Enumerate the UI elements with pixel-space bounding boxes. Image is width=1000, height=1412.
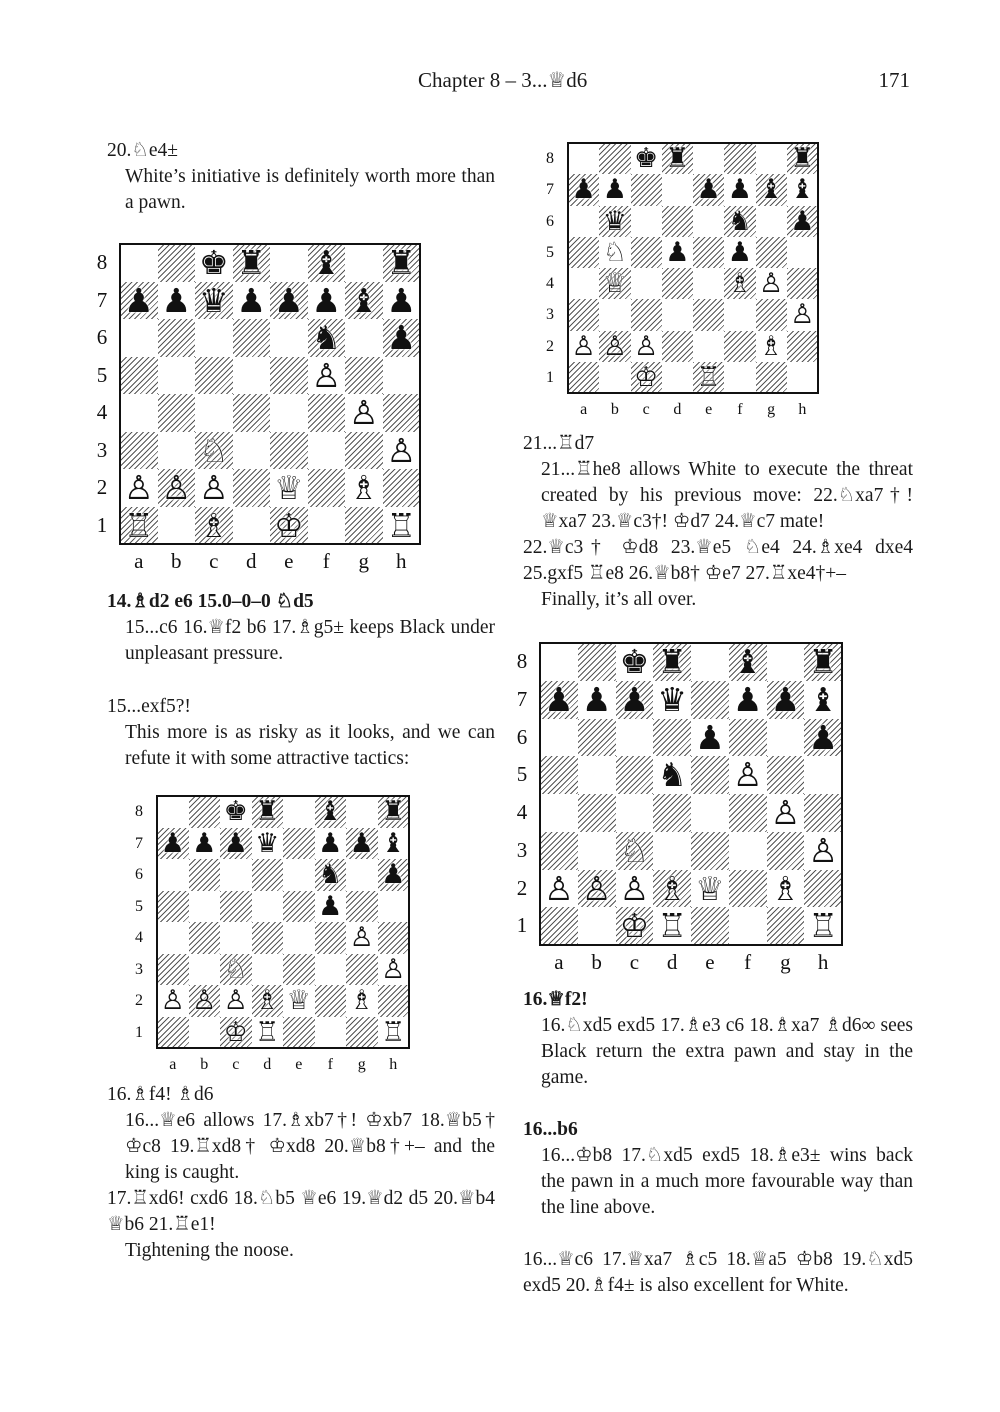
white-rook-icon: ♖ bbox=[381, 1016, 406, 1048]
commentary: 16...♕c6 17.♕xa7 ♗c5 18.♕a5 ♔b8 19.♘xd5 exd5 20.♗f4± is also excellent for White. bbox=[523, 1249, 913, 1296]
white-pawn-icon: ♙ bbox=[732, 755, 763, 795]
black-queen-icon: ♛ bbox=[602, 205, 627, 237]
diagram-after-21-re1 bbox=[540, 143, 818, 427]
rank-label: 2 bbox=[96, 475, 108, 499]
white-rook-icon: ♖ bbox=[696, 361, 721, 393]
black-king-icon: ♚ bbox=[634, 143, 659, 174]
black-pawn-icon: ♟ bbox=[223, 827, 248, 859]
white-pawn-icon: ♙ bbox=[581, 868, 612, 908]
move-text: 17.♖xd6! cxd6 18.♘b5 ♕e6 19.♕d2 d5 20.♕b4 ♕b6 21.♖e1! bbox=[107, 1188, 495, 1235]
rank-label: 3 bbox=[546, 306, 554, 324]
rank-label: 2 bbox=[135, 992, 143, 1009]
rank-label: 2 bbox=[546, 337, 554, 355]
rank-label: 3 bbox=[516, 837, 528, 862]
file-label: c bbox=[209, 549, 219, 573]
file-label: f bbox=[744, 950, 752, 974]
rank-label: 1 bbox=[96, 512, 108, 537]
white-pawn-icon: ♙ bbox=[311, 355, 342, 395]
board-frame bbox=[156, 795, 410, 1049]
rank-label: 8 bbox=[546, 150, 554, 167]
black-king-icon: ♚ bbox=[223, 796, 248, 827]
rank-label: 7 bbox=[96, 287, 108, 312]
rank-label: 5 bbox=[546, 243, 554, 261]
white-bishop-icon: ♗ bbox=[348, 468, 379, 507]
white-knight-icon: ♘ bbox=[198, 430, 229, 470]
move-text: 20.♘e4± bbox=[107, 140, 178, 161]
black-pawn-icon: ♟ bbox=[665, 236, 690, 268]
white-pawn-icon: ♙ bbox=[123, 468, 154, 507]
move-text-bold: 14.♗d2 e6 15.0–0–0 ♘d5 bbox=[107, 591, 314, 612]
rank-label: 2 bbox=[516, 875, 528, 900]
file-label: e bbox=[284, 549, 294, 573]
black-rook-icon: ♜ bbox=[255, 796, 280, 827]
white-bishop-icon: ♗ bbox=[727, 268, 752, 299]
commentary: 16...♔b8 17.♘xd5 exd5 18.♗e3± wins back the pawn in a much more favourable way than the line above. bbox=[541, 1145, 913, 1218]
file-label: a bbox=[134, 549, 144, 573]
right-column-block-3 bbox=[523, 1117, 913, 1221]
black-rook-icon: ♜ bbox=[381, 796, 406, 827]
black-queen-icon: ♛ bbox=[657, 679, 687, 719]
black-pawn-icon: ♟ bbox=[571, 174, 596, 206]
white-king-icon: ♔ bbox=[634, 361, 659, 393]
black-pawn-icon: ♟ bbox=[544, 679, 574, 719]
file-label: a bbox=[169, 1056, 177, 1073]
white-pawn-icon: ♙ bbox=[349, 922, 374, 953]
file-label: h bbox=[798, 401, 807, 418]
file-label: d bbox=[666, 950, 678, 974]
white-pawn-icon: ♙ bbox=[381, 953, 406, 985]
white-queen-icon: ♕ bbox=[286, 985, 311, 1016]
black-bishop-icon: ♝ bbox=[808, 679, 838, 719]
white-pawn-icon: ♙ bbox=[808, 830, 838, 870]
black-pawn-icon: ♟ bbox=[581, 679, 612, 719]
right-column-block-4 bbox=[523, 1247, 913, 1299]
file-label: b bbox=[171, 549, 182, 573]
black-bishop-icon: ♝ bbox=[318, 796, 343, 827]
rank-label: 7 bbox=[516, 686, 528, 711]
left-column-block-1 bbox=[107, 138, 495, 216]
commentary: White’s initiative is definitely worth more than a pawn. bbox=[125, 166, 495, 213]
black-knight-icon: ♞ bbox=[318, 859, 343, 890]
right-column-block-1 bbox=[523, 431, 913, 613]
move-text: 21...♖d7 bbox=[523, 433, 595, 454]
black-pawn-icon: ♟ bbox=[161, 280, 192, 320]
file-label: a bbox=[554, 950, 564, 974]
white-knight-icon: ♘ bbox=[223, 953, 248, 985]
file-label: e bbox=[295, 1056, 303, 1073]
white-pawn-icon: ♙ bbox=[192, 985, 217, 1016]
rank-label: 6 bbox=[546, 212, 554, 230]
rank-label: 7 bbox=[135, 834, 143, 852]
white-bishop-icon: ♗ bbox=[657, 868, 687, 908]
black-pawn-icon: ♟ bbox=[318, 890, 343, 922]
file-label: c bbox=[642, 401, 650, 418]
black-queen-icon: ♛ bbox=[255, 827, 280, 859]
white-rook-icon: ♖ bbox=[386, 505, 417, 545]
file-label: b bbox=[610, 401, 619, 418]
rank-label: 3 bbox=[135, 960, 143, 978]
black-pawn-icon: ♟ bbox=[619, 679, 650, 719]
white-pawn-icon: ♙ bbox=[386, 430, 417, 470]
file-label: d bbox=[673, 401, 682, 418]
file-label: d bbox=[263, 1056, 272, 1073]
black-bishop-icon: ♝ bbox=[759, 174, 784, 206]
white-knight-icon: ♘ bbox=[619, 830, 650, 870]
rank-label: 6 bbox=[516, 724, 528, 749]
white-bishop-icon: ♗ bbox=[198, 505, 229, 545]
chapter-title: Chapter 8 – 3...♕d6 bbox=[418, 68, 588, 92]
black-king-icon: ♚ bbox=[198, 243, 229, 282]
white-rook-icon: ♖ bbox=[808, 906, 838, 946]
white-bishop-icon: ♗ bbox=[759, 330, 784, 362]
black-pawn-icon: ♟ bbox=[732, 679, 763, 719]
rank-label: 3 bbox=[96, 437, 108, 462]
rank-label: 5 bbox=[516, 762, 528, 787]
file-label: g bbox=[357, 1056, 366, 1073]
black-queen-icon: ♛ bbox=[198, 280, 229, 320]
white-pawn-icon: ♙ bbox=[619, 868, 650, 908]
black-bishop-icon: ♝ bbox=[311, 243, 342, 282]
white-king-icon: ♔ bbox=[223, 1016, 248, 1048]
left-column-block-4 bbox=[107, 1082, 495, 1264]
black-pawn-icon: ♟ bbox=[727, 174, 752, 206]
file-label: a bbox=[580, 401, 588, 418]
rank-label: 4 bbox=[96, 400, 108, 424]
commentary: 21...♖he8 allows White to execute the threat created by his previous move: 22.♘xa7†! ♕xa7 23.♕c3†! ♔d7 24.♕c7 mate! bbox=[541, 459, 913, 532]
left-column-block-2 bbox=[107, 589, 495, 667]
white-pawn-icon: ♙ bbox=[634, 330, 659, 362]
file-label: d bbox=[246, 549, 257, 573]
move-text: 15...exf5?! bbox=[107, 696, 191, 717]
file-label: h bbox=[817, 950, 829, 974]
black-pawn-icon: ♟ bbox=[790, 205, 815, 237]
black-bishop-icon: ♝ bbox=[348, 280, 379, 320]
black-pawn-icon: ♟ bbox=[123, 280, 154, 320]
rank-label: 4 bbox=[546, 275, 554, 292]
black-bishop-icon: ♝ bbox=[790, 174, 815, 206]
move-text: 22.♕c3† ♔d8 23.♕e5 ♘e4 24.♗xe4 dxe4 25.gxf5 ♖e8 26.♕b8† ♔e7 27.♖xe4†+– bbox=[523, 537, 913, 584]
white-pawn-icon: ♙ bbox=[544, 868, 574, 908]
file-label: b bbox=[591, 950, 602, 974]
white-queen-icon: ♕ bbox=[695, 868, 725, 908]
file-label: f bbox=[327, 1056, 333, 1073]
black-pawn-icon: ♟ bbox=[727, 236, 752, 268]
move-text-bold: 16.♕f2! bbox=[523, 989, 588, 1010]
black-pawn-icon: ♟ bbox=[695, 717, 725, 757]
file-label: e bbox=[705, 950, 715, 974]
commentary: 15...c6 16.♕f2 b6 17.♗g5± keeps Black under unpleasant pressure. bbox=[125, 617, 495, 664]
diagram-after-15-nd5 bbox=[512, 643, 842, 979]
black-pawn-icon: ♟ bbox=[311, 280, 342, 320]
commentary: 16.♘xd5 exd5 17.♗e3 c6 18.♗xa7 ♗d6∞ sees Black return the extra pawn and stay in the game. bbox=[541, 1015, 913, 1088]
file-label: h bbox=[389, 1056, 398, 1073]
white-pawn-icon: ♙ bbox=[571, 330, 596, 362]
black-rook-icon: ♜ bbox=[657, 642, 687, 681]
black-pawn-icon: ♟ bbox=[696, 174, 721, 206]
file-label: c bbox=[629, 950, 640, 974]
black-pawn-icon: ♟ bbox=[160, 827, 185, 859]
white-pawn-icon: ♙ bbox=[759, 268, 784, 299]
rank-label: 8 bbox=[96, 250, 108, 274]
commentary: 16...♕e6 allows 17.♗xb7†! ♔xb7 18.♕b5† ♔c8 19.♖xd8† ♔xd8 20.♕b8†+– and the king is caught. bbox=[125, 1110, 495, 1183]
black-knight-icon: ♞ bbox=[657, 755, 687, 795]
commentary: Tightening the noose. bbox=[125, 1240, 294, 1261]
black-pawn-icon: ♟ bbox=[192, 827, 217, 859]
black-rook-icon: ♜ bbox=[236, 243, 267, 282]
black-pawn-icon: ♟ bbox=[386, 318, 417, 357]
rank-label: 5 bbox=[135, 897, 143, 915]
white-pawn-icon: ♙ bbox=[198, 468, 229, 507]
black-pawn-icon: ♟ bbox=[386, 280, 417, 320]
black-king-icon: ♚ bbox=[619, 642, 650, 681]
black-pawn-icon: ♟ bbox=[318, 827, 343, 859]
black-pawn-icon: ♟ bbox=[808, 717, 838, 757]
rank-label: 6 bbox=[135, 866, 143, 883]
rank-label: 6 bbox=[96, 325, 108, 349]
white-pawn-icon: ♙ bbox=[161, 468, 192, 507]
left-column-block-3 bbox=[107, 694, 495, 772]
commentary: This more is as risky as it looks, and we can refute it with some attractive tactics: bbox=[125, 722, 495, 769]
file-label: c bbox=[232, 1056, 240, 1073]
commentary: Finally, it’s all over. bbox=[541, 589, 697, 610]
file-label: f bbox=[322, 549, 330, 573]
black-pawn-icon: ♟ bbox=[770, 679, 801, 719]
white-rook-icon: ♖ bbox=[123, 505, 154, 545]
black-rook-icon: ♜ bbox=[790, 143, 815, 174]
black-knight-icon: ♞ bbox=[311, 318, 342, 357]
file-label: g bbox=[780, 950, 791, 974]
file-label: h bbox=[396, 549, 407, 573]
black-rook-icon: ♜ bbox=[386, 243, 417, 282]
black-pawn-icon: ♟ bbox=[381, 859, 406, 890]
black-bishop-icon: ♝ bbox=[732, 642, 763, 681]
file-label: b bbox=[200, 1056, 209, 1073]
black-bishop-icon: ♝ bbox=[381, 827, 406, 859]
file-label: f bbox=[737, 401, 743, 418]
white-pawn-icon: ♙ bbox=[223, 985, 248, 1016]
rank-label: 4 bbox=[135, 929, 143, 946]
rank-label: 4 bbox=[516, 800, 528, 824]
board-frame bbox=[567, 142, 819, 394]
move-text-bold: 16...b6 bbox=[523, 1119, 578, 1140]
rank-label: 8 bbox=[516, 649, 528, 673]
page-header bbox=[0, 68, 1000, 102]
rank-label: 1 bbox=[516, 913, 528, 938]
white-pawn-icon: ♙ bbox=[770, 793, 801, 832]
black-pawn-icon: ♟ bbox=[602, 174, 627, 206]
file-label: g bbox=[767, 401, 776, 418]
move-text: 16.♗f4! ♗d6 bbox=[107, 1084, 214, 1105]
white-pawn-icon: ♙ bbox=[348, 393, 379, 432]
black-pawn-icon: ♟ bbox=[349, 827, 374, 859]
black-rook-icon: ♜ bbox=[808, 642, 838, 681]
rank-label: 8 bbox=[135, 803, 143, 820]
board-frame bbox=[119, 243, 421, 545]
file-label: g bbox=[358, 549, 369, 573]
diagram-after-15-exf5 bbox=[129, 796, 409, 1082]
rank-label: 1 bbox=[135, 1023, 143, 1041]
right-column-block-2 bbox=[523, 987, 913, 1091]
white-pawn-icon: ♙ bbox=[790, 299, 815, 331]
white-bishop-icon: ♗ bbox=[349, 985, 374, 1016]
rank-label: 7 bbox=[546, 181, 554, 199]
white-queen-icon: ♕ bbox=[602, 268, 627, 299]
board-frame bbox=[539, 642, 843, 946]
black-rook-icon: ♜ bbox=[665, 143, 690, 174]
white-rook-icon: ♖ bbox=[255, 1016, 280, 1048]
white-queen-icon: ♕ bbox=[273, 468, 304, 507]
white-knight-icon: ♘ bbox=[602, 236, 627, 268]
diagram-after-20-ne4 bbox=[92, 244, 420, 578]
white-bishop-icon: ♗ bbox=[770, 868, 801, 908]
rank-label: 1 bbox=[546, 368, 554, 386]
white-bishop-icon: ♗ bbox=[255, 985, 280, 1016]
black-pawn-icon: ♟ bbox=[273, 280, 304, 320]
rank-label: 5 bbox=[96, 362, 108, 387]
black-knight-icon: ♞ bbox=[727, 205, 752, 237]
black-pawn-icon: ♟ bbox=[236, 280, 267, 320]
white-pawn-icon: ♙ bbox=[160, 985, 185, 1016]
white-pawn-icon: ♙ bbox=[602, 330, 627, 362]
page-number: 171 bbox=[878, 68, 910, 92]
file-label: e bbox=[705, 401, 713, 418]
white-king-icon: ♔ bbox=[273, 505, 304, 545]
white-rook-icon: ♖ bbox=[657, 906, 687, 946]
white-king-icon: ♔ bbox=[619, 906, 650, 946]
